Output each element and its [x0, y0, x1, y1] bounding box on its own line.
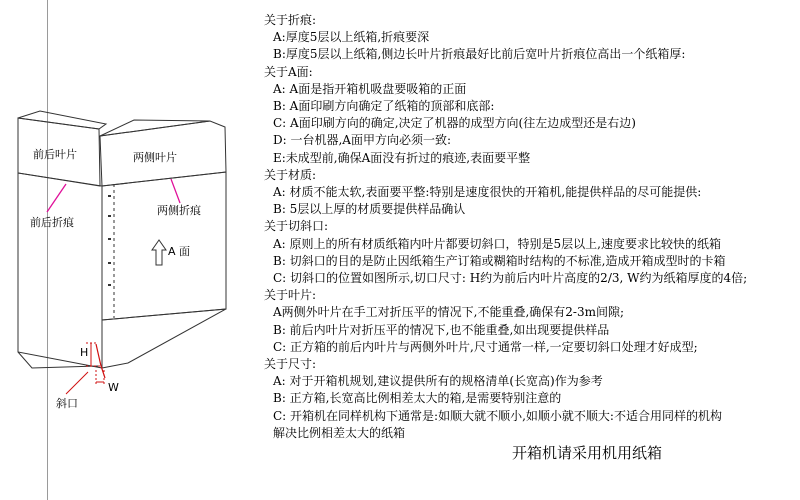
- slot-label: 斜口: [56, 397, 78, 410]
- section-heading: 关于切斜口:: [264, 219, 329, 234]
- note-item: A: 材质不能太软,表面要平整:特别是速度很快的开箱机,能提供样品的尽可能提供:: [273, 185, 702, 200]
- note-item: B: A面印刷方向确定了纸箱的顶部和底部:: [273, 99, 495, 114]
- note-item: A: 对于开箱机规划,建议提供所有的规格清单(长宽高)作为参考: [273, 374, 603, 389]
- note-item: A两侧外叶片在手工对折压平的情况下,不能重叠,确保有2-3m间隙;: [273, 305, 625, 320]
- note-item: A: A面是指开箱机吸盘要吸箱的正面: [273, 81, 467, 96]
- side-crease-callout: [171, 179, 180, 203]
- section-heading: 关于折痕:: [264, 13, 317, 27]
- note-item: C: 正方箱的前后内叶片与两侧外叶片,尺寸通常一样,一定要切斜口处理才好成型;: [273, 339, 698, 354]
- note-item: B:厚度5层以上纸箱,侧边长叶片折痕最好比前后宽叶片折痕位高出一个纸箱厚:: [273, 47, 686, 62]
- footer-note: 开箱机请采用机用纸箱: [512, 444, 663, 462]
- section-heading: 关于叶片:: [264, 288, 317, 303]
- face-a-label: A 面: [168, 245, 191, 258]
- carton-diagram: [0, 0, 265, 430]
- section-heading: 关于尺寸:: [264, 357, 317, 372]
- note-item: B: 切斜口的目的是防止因纸箱生产订箱或糊箱时结构的不标准,造成开箱成型时的卡箱: [273, 253, 726, 268]
- note-item: B: 正方箱,长宽高比例相差太大的箱,是需要特别注意的: [273, 391, 562, 406]
- note-item: C: 切斜口的位置如图所示,切口尺寸: H约为前后内叶片高度的2/3, W约为纸箱厚度的4倍;: [273, 271, 748, 286]
- front-panel: [18, 173, 102, 368]
- note-item: B: 前后内叶片对折压平的情况下,也不能重叠,如出现要提供样品: [273, 322, 610, 337]
- side-flap-back: [100, 120, 210, 136]
- side-flap-label: 两侧叶片: [133, 151, 177, 164]
- slot-callout: [66, 372, 88, 394]
- front-flap-label: 前后叶片: [33, 148, 77, 161]
- side-crease-label: 两侧折痕: [157, 204, 201, 217]
- slot-cut: [96, 344, 105, 378]
- front-crease-label: 前后折痕: [30, 216, 74, 229]
- up-arrow-icon: [152, 240, 166, 265]
- note-item: A: 原则上的所有材质纸箱内叶片都要切斜口，特别是5层以上,速度要求比较快的纸箱: [273, 236, 721, 251]
- requirements-notes: [264, 12, 794, 442]
- section-heading: 关于A面:: [264, 64, 313, 79]
- section-heading: 关于材质:: [264, 167, 317, 182]
- w-label: W: [108, 381, 119, 394]
- note-item: 解决比例相差太大的纸箱: [273, 425, 406, 440]
- back-flap: [18, 111, 106, 129]
- side-panel: [102, 172, 226, 320]
- note-item: C: A面印刷方向的确定,决定了机器的成型方向(往左边成型还是右边): [273, 116, 636, 131]
- side-panel-lower: [102, 296, 226, 368]
- front-crease-callout: [47, 184, 66, 212]
- note-item: B: 5层以上厚的材质要提供样品确认: [273, 202, 466, 217]
- note-item: E:未成型前,确保A面没有折过的痕迹,表面要平整: [273, 150, 531, 165]
- note-item: A:厚度5层以上纸箱,折痕要深: [273, 30, 430, 45]
- h-label: H: [80, 346, 89, 359]
- note-item: D: 一台机器,A面甲方向必须一致:: [273, 133, 452, 148]
- note-item: C: 开箱机在同样机构下通常是:如顺大就不顺小,如顺小就不顺大:不适合用同样的机构: [273, 408, 722, 423]
